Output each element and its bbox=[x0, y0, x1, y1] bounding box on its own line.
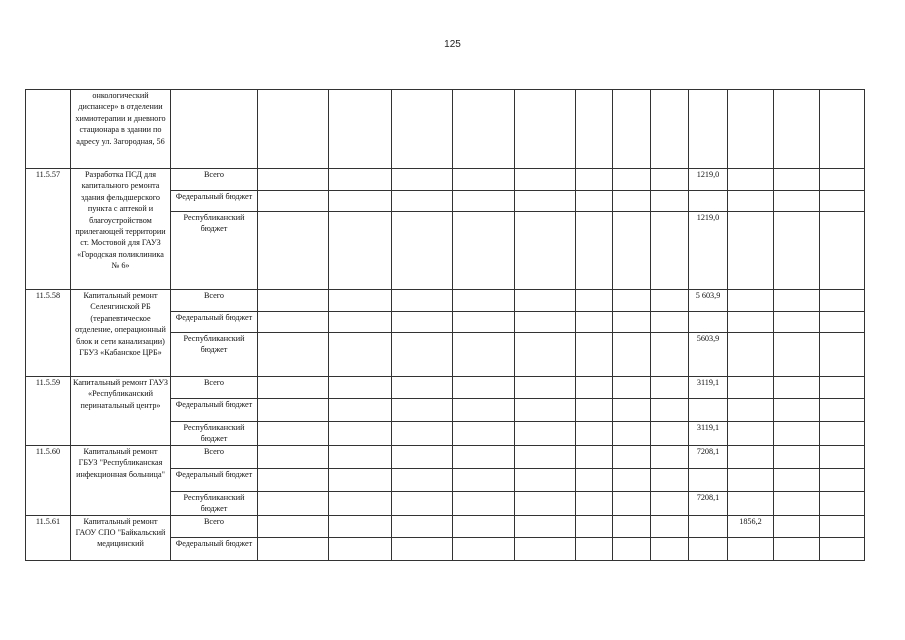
source-total: Всего bbox=[171, 377, 258, 399]
source-federal: Федеральный бюджет bbox=[171, 468, 258, 491]
source-republic: Республиканский бюджет bbox=[171, 491, 258, 515]
value-cell: 1856,2 bbox=[728, 515, 774, 537]
source-total: Всего bbox=[171, 169, 258, 191]
value-cell: 3119,1 bbox=[689, 422, 728, 446]
budget-table bbox=[25, 89, 865, 561]
row-name: Капитальный ремонт ГАОУ СПО "Байкальский медицинский bbox=[71, 515, 171, 560]
source-total: Всего bbox=[171, 290, 258, 312]
value-cell: 1219,0 bbox=[689, 212, 728, 290]
table-row bbox=[26, 515, 865, 537]
row-code: 11.5.61 bbox=[26, 515, 71, 560]
value-cell: 7208,1 bbox=[689, 491, 728, 515]
source-republic: Республиканский бюджет bbox=[171, 212, 258, 290]
table-row bbox=[26, 169, 865, 191]
source-total: Всего bbox=[171, 445, 258, 468]
source-federal: Федеральный бюджет bbox=[171, 399, 258, 422]
value-cell: 5 603,9 bbox=[689, 290, 728, 312]
source-republic: Республиканский бюджет bbox=[171, 422, 258, 446]
source-federal: Федеральный бюджет bbox=[171, 537, 258, 560]
source-republic: Республиканский бюджет bbox=[171, 333, 258, 377]
page-number: 125 bbox=[444, 39, 461, 50]
row-name: онкологический диспансер» в отделении химиотерапии и дневного стационара в здании по адресу ул. Загородная, 56 bbox=[71, 90, 171, 169]
row-code: 11.5.57 bbox=[26, 169, 71, 290]
source-total: Всего bbox=[171, 515, 258, 537]
row-name: Капитальный ремонт Селенгинской РБ (терапевтическое отделение, операционный блок и сети канализации) ГБУЗ «Кабанское ЦРБ» bbox=[71, 290, 171, 377]
table-row bbox=[26, 90, 865, 169]
value-cell: 3119,1 bbox=[689, 377, 728, 399]
source-federal: Федеральный бюджет bbox=[171, 191, 258, 212]
value-cell: 7208,1 bbox=[689, 445, 728, 468]
table-row bbox=[26, 290, 865, 312]
table-row bbox=[26, 377, 865, 399]
row-name: Разработка ПСД для капитального ремонта здания фельдшерского пункта с аптекой и благоустройством прилегающей территории ст. Мостовой для ГАУЗ «Городская поликлиника № 6» bbox=[71, 169, 171, 290]
row-name: Капитальный ремонт ГБУЗ "Республиканская инфекционная больница" bbox=[71, 445, 171, 515]
row-code: 11.5.59 bbox=[26, 377, 71, 446]
source-federal: Федеральный бюджет bbox=[171, 312, 258, 333]
table-row bbox=[26, 445, 865, 468]
row-code: 11.5.58 bbox=[26, 290, 71, 377]
value-cell: 1219,0 bbox=[689, 169, 728, 191]
row-code: 11.5.60 bbox=[26, 445, 71, 515]
row-name: Капитальный ремонт ГАУЗ «Республиканский перинатальный центр» bbox=[71, 377, 171, 446]
value-cell: 5603,9 bbox=[689, 333, 728, 377]
